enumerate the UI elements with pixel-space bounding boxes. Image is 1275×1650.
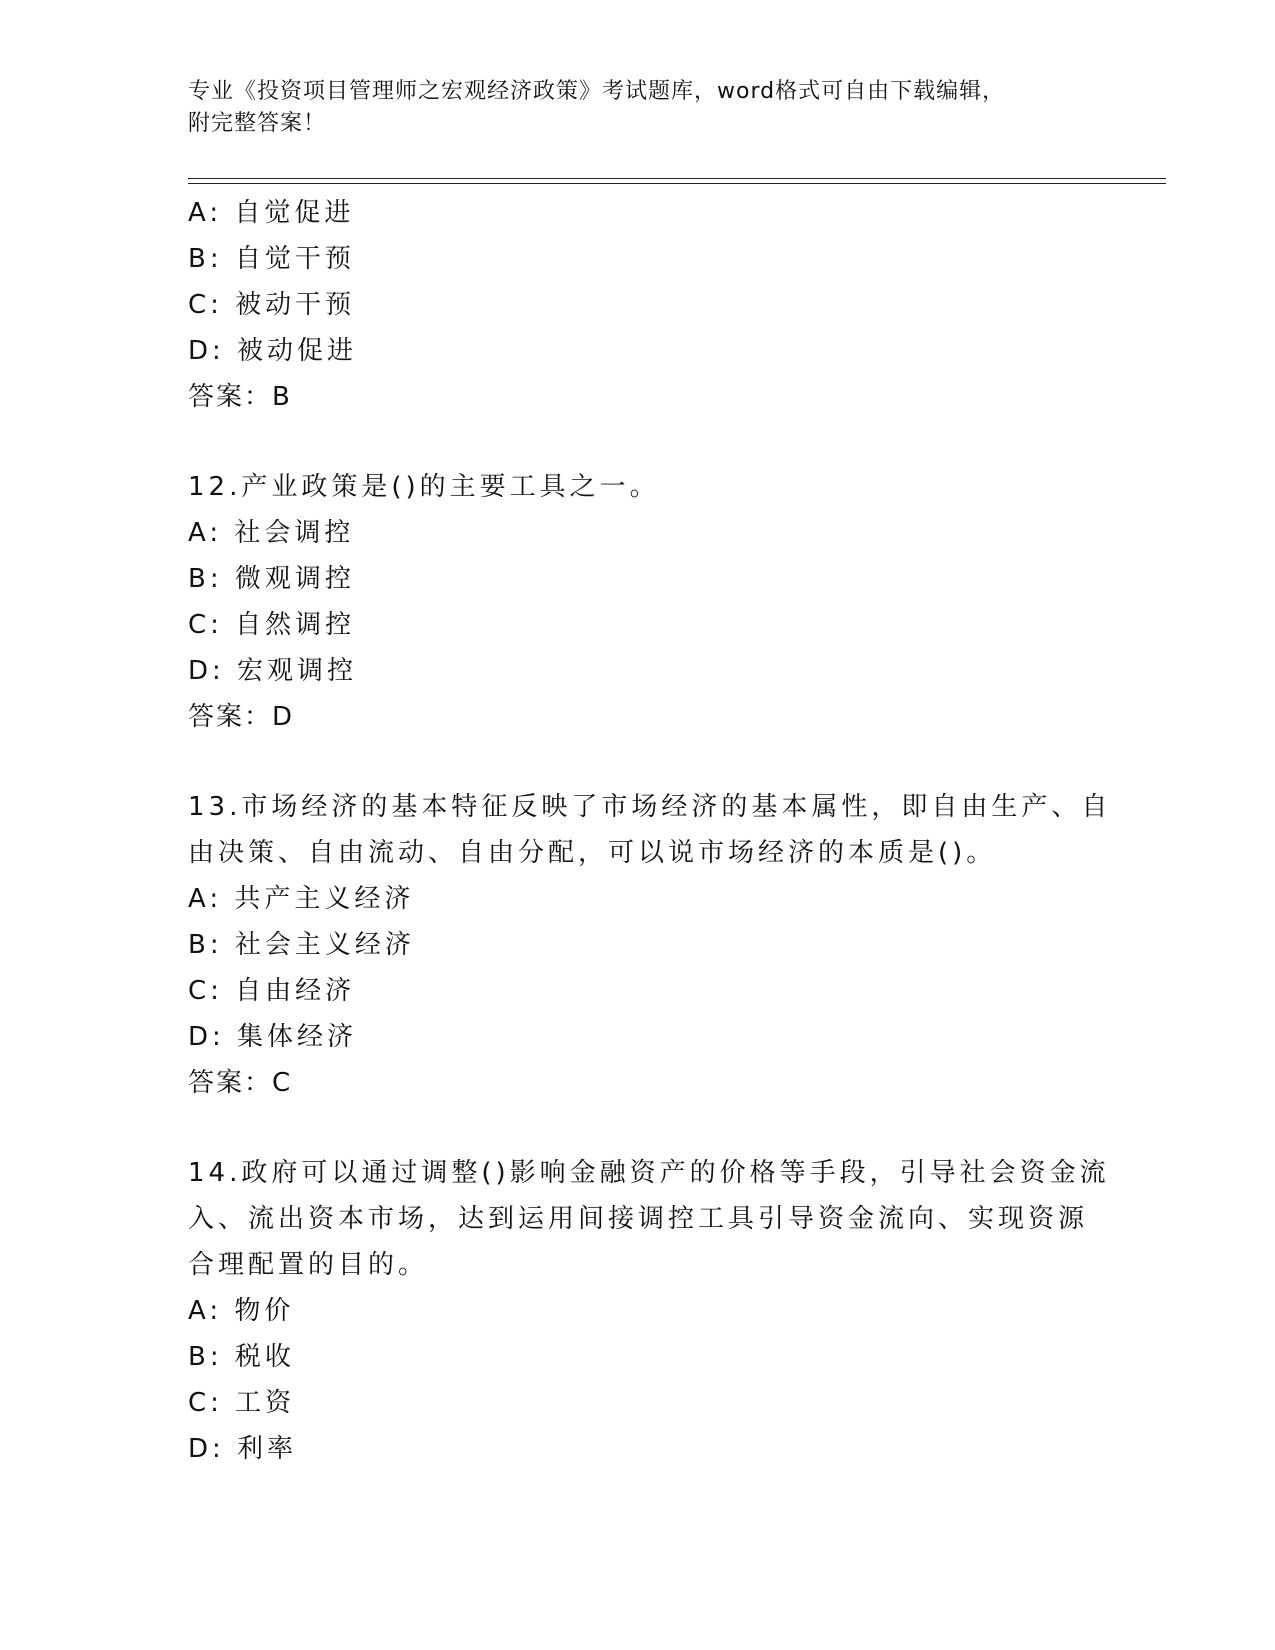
- header-divider-bottom: [188, 183, 1166, 184]
- option-d: D: 集体经济: [188, 1022, 358, 1052]
- option-c: C: 被动干预: [188, 290, 356, 320]
- question-11-block: [188, 190, 1088, 420]
- spacer: [188, 1106, 1088, 1150]
- option-c: C: 自然调控: [188, 610, 356, 640]
- option-a: A: 自觉促进: [188, 198, 355, 228]
- question-stem: 13.市场经济的基本特征反映了市场经济的基本属性，即自由生产、自: [188, 792, 1112, 822]
- question-stem: 合理配置的目的。: [188, 1250, 429, 1280]
- question-stem: 14.政府可以通过调整()影响金融资产的价格等手段，引导社会资金流: [188, 1158, 1110, 1188]
- option-c: C: 自由经济: [188, 976, 356, 1006]
- question-13-block: [188, 784, 1112, 1106]
- option-c: C: 工资: [188, 1388, 296, 1418]
- spacer: [188, 420, 1088, 464]
- option-d: D: 利率: [188, 1434, 298, 1464]
- option-b: B: 微观调控: [188, 564, 355, 594]
- question-stem: 由决策、自由流动、自由分配，可以说市场经济的本质是()。: [188, 838, 997, 868]
- question-content: [188, 190, 1112, 1472]
- question-14-block: [188, 1150, 1110, 1472]
- option-b: B: 税收: [188, 1342, 295, 1372]
- answer-line: 答案：C: [188, 1068, 293, 1098]
- option-d: D: 被动促进: [188, 336, 358, 366]
- option-a: A: 社会调控: [188, 518, 355, 548]
- option-d: D: 宏观调控: [188, 656, 358, 686]
- option-a: A: 物价: [188, 1296, 295, 1326]
- option-a: A: 共产主义经济: [188, 884, 415, 914]
- answer-line: 答案：B: [188, 382, 292, 412]
- spacer: [188, 740, 1088, 784]
- question-stem: 12.产业政策是()的主要工具之一。: [188, 472, 660, 502]
- document-header: [188, 76, 1088, 140]
- header-line-1: 专业《投资项目管理师之宏观经济政策》考试题库，word格式可自由下载编辑，: [188, 79, 1006, 104]
- question-12-block: [188, 464, 1088, 740]
- question-stem: 入、流出资本市场，达到运用间接调控工具引导资金流向、实现资源: [188, 1204, 1089, 1234]
- header-line-2: 附完整答案！: [188, 111, 327, 136]
- answer-line: 答案：D: [188, 702, 295, 732]
- option-b: B: 自觉干预: [188, 244, 355, 274]
- option-b: B: 社会主义经济: [188, 930, 415, 960]
- header-divider-top: [188, 178, 1166, 179]
